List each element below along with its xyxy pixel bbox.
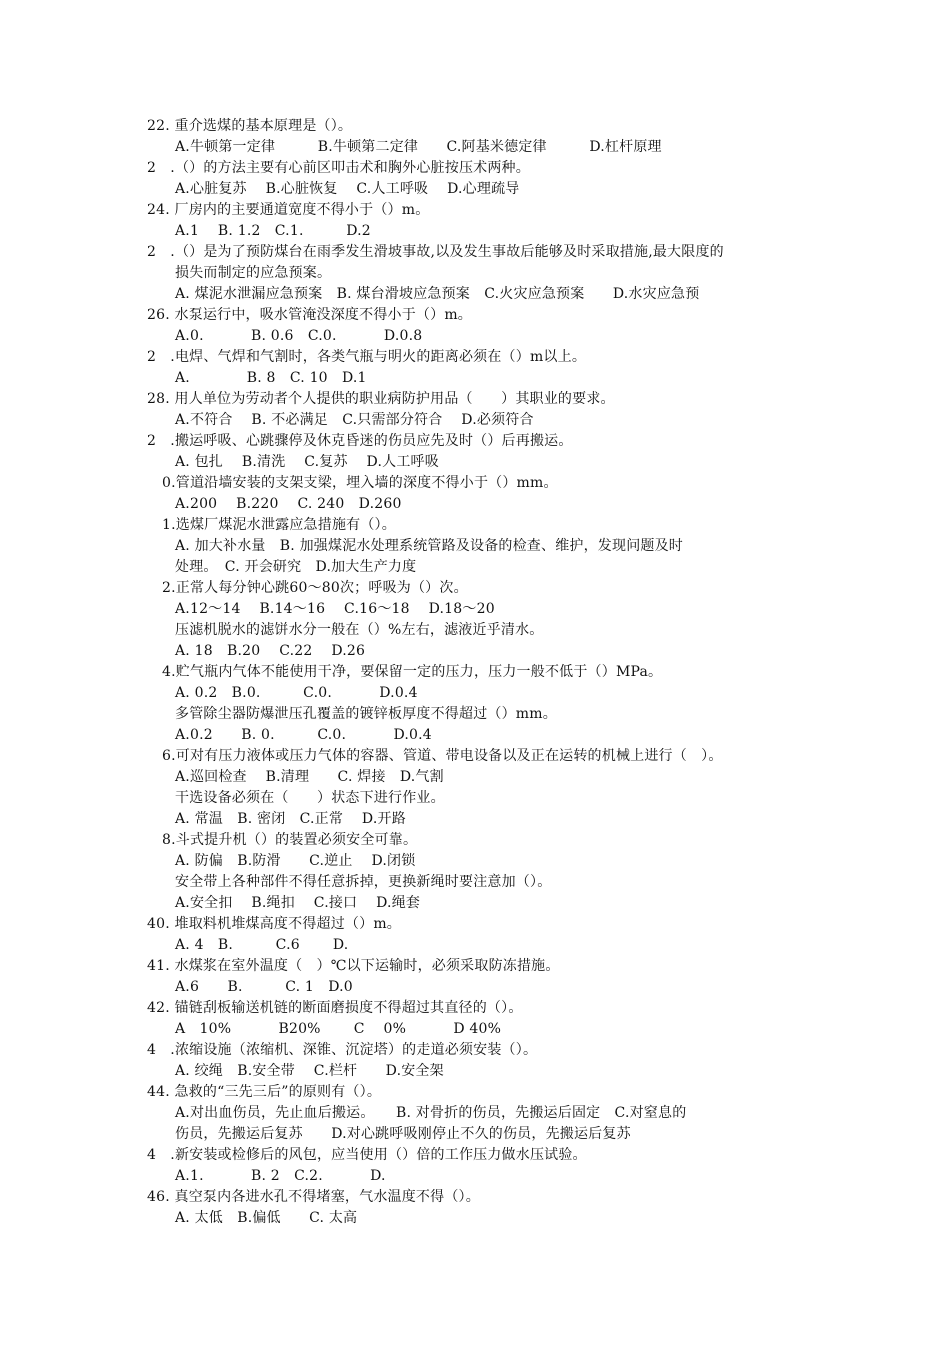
question-34: 4.贮气瓶内气体不能使用干净，要保留一定的压力，压力一般不低于（）MPa。 xyxy=(162,664,663,680)
question-25-continued: 损失而制定的应急预案。 xyxy=(175,265,332,281)
question-42: 42. 锚链刮板输送机链的断面磨损度不得超过其直径的（）。 xyxy=(147,1000,523,1016)
options-39: A.安全扣 B.绳扣 C.接口 D.绳套 xyxy=(175,895,421,911)
options-44: A.对出血伤员，先止血后搬运。 B. 对骨折的伤员，先搬运后固定 C.对窒息的 xyxy=(175,1105,687,1121)
options-28: A.不符合 B. 不必满足 C.只需部分符合 D.必须符合 xyxy=(175,412,534,428)
question-33: 压滤机脱水的滤饼水分一般在（）%左右，滤液近乎清水。 xyxy=(175,622,544,638)
question-24: 24. 厂房内的主要通道宽度不得小于（）m。 xyxy=(147,202,430,218)
options-22: A.牛顿第一定律 B.牛顿第二定律 C.阿基米德定律 D.杠杆原理 xyxy=(175,139,662,155)
question-27: 2 .电焊、气焊和气割时，各类气瓶与明火的距离必须在（）m以上。 xyxy=(147,349,587,365)
options-30: A.200 B.220 C. 240 D.260 xyxy=(175,496,402,512)
question-37: 干选设备必须在（ ）状态下进行作业。 xyxy=(175,790,445,806)
question-45: 4 .新安装或检修后的风包，应当使用（）倍的工作压力做水压试验。 xyxy=(147,1147,587,1163)
options-43: A. 绞绳 B.安全带 C.栏杆 D.安全架 xyxy=(175,1063,444,1079)
question-35: 多管除尘器防爆泄压孔覆盖的镀锌板厚度不得超过（）mm。 xyxy=(175,706,557,722)
options-31: A. 加大补水量 B. 加强煤泥水处理系统管路及设备的检查、维护，发现问题及时 xyxy=(175,538,683,554)
question-46: 46. 真空泵内各进水孔不得堵塞，气水温度不得（）。 xyxy=(147,1189,480,1205)
options-25: A. 煤泥水泄漏应急预案 B. 煤台滑坡应急预案 C.火灾应急预案 D.水灾应急预 xyxy=(175,286,700,302)
question-40: 40. 堆取料机堆煤高度不得超过（）m。 xyxy=(147,916,401,932)
options-44-continued: 伤员，先搬运后复苏 D.对心跳呼吸刚停止不久的伤员，先搬运后复苏 xyxy=(175,1126,631,1142)
question-29: 2 .搬运呼吸、心跳骤停及休克昏迷的伤员应先及时（）后再搬运。 xyxy=(147,433,573,449)
question-36: 6.可对有压力液体或压力气体的容器、管道、带电设备以及正在运转的机械上进行（ ）。 xyxy=(162,748,723,764)
question-38: 8.斗式提升机（）的装置必须安全可靠。 xyxy=(162,832,418,848)
question-30: 0.管道沿墙安装的支架支梁，埋入墙的深度不得小于（）mm。 xyxy=(162,475,558,491)
options-42: A 10% B20% C 0% D 40% xyxy=(175,1021,502,1037)
question-28: 28. 用人单位为劳动者个人提供的职业病防护用品（ ）其职业的要求。 xyxy=(147,391,615,407)
options-26: A.0. B. 0.6 C.0. D.0.8 xyxy=(175,328,423,344)
options-23: A.心脏复苏 B.心脏恢复 C.人工呼吸 D.心理疏导 xyxy=(175,181,520,197)
options-33: A. 18 B.20 C.22 D.26 xyxy=(175,643,366,659)
options-24: A.1 B. 1.2 C.1. D.2 xyxy=(175,223,371,239)
question-44: 44. 急救的“三先三后”的原则有（）。 xyxy=(147,1084,382,1100)
options-36: A.巡回检查 B.清理 C. 焊接 D.气割 xyxy=(175,769,444,785)
options-35: A.0.2 B. 0. C.0. D.0.4 xyxy=(175,727,432,743)
question-23: 2 .（）的方法主要有心前区叩击术和胸外心脏按压术两种。 xyxy=(147,160,530,176)
question-41: 41. 水煤浆在室外温度（ ）℃以下运输时，必须采取防冻措施。 xyxy=(147,958,560,974)
options-31-continued: 处理。 C. 开会研究 D.加大生产力度 xyxy=(175,559,417,575)
question-31: 1.选煤厂煤泥水泄露应急措施有（）。 xyxy=(162,517,396,533)
options-34: A. 0.2 B.0. C.0. D.0.4 xyxy=(175,685,418,701)
question-39: 安全带上各种部件不得任意拆掉，更换新绳时要注意加（）。 xyxy=(175,874,552,890)
question-26: 26. 水泵运行中，吸水管淹没深度不得小于（）m。 xyxy=(147,307,472,323)
question-32: 2.正常人每分钟心跳60～80次；呼吸为（）次。 xyxy=(162,580,468,596)
options-27: A. B. 8 C. 10 D.1 xyxy=(175,370,367,386)
options-38: A. 防偏 B.防滑 C.逆止 D.闭锁 xyxy=(175,853,416,869)
options-40: A. 4 B. C.6 D. xyxy=(175,937,349,953)
question-25: 2 .（）是为了预防煤台在雨季发生滑坡事故,以及发生事故后能够及时采取措施,最大限度的 xyxy=(147,244,724,260)
options-32: A.12～14 B.14～16 C.16～18 D.18～20 xyxy=(175,601,495,617)
options-41: A.6 B. C. 1 D.0 xyxy=(175,979,353,995)
options-45: A.1. B. 2 C.2. D. xyxy=(175,1168,386,1184)
options-29: A. 包扎 B.清洗 C.复苏 D.人工呼吸 xyxy=(175,454,439,470)
options-37: A. 常温 B. 密闭 C.正常 D.开路 xyxy=(175,811,406,827)
options-46: A. 太低 B.偏低 C. 太高 xyxy=(175,1210,358,1226)
question-43: 4 .浓缩设施（浓缩机、深锥、沉淀塔）的走道必须安装（）。 xyxy=(147,1042,538,1058)
question-22: 22. 重介选煤的基本原理是（）。 xyxy=(147,118,353,134)
